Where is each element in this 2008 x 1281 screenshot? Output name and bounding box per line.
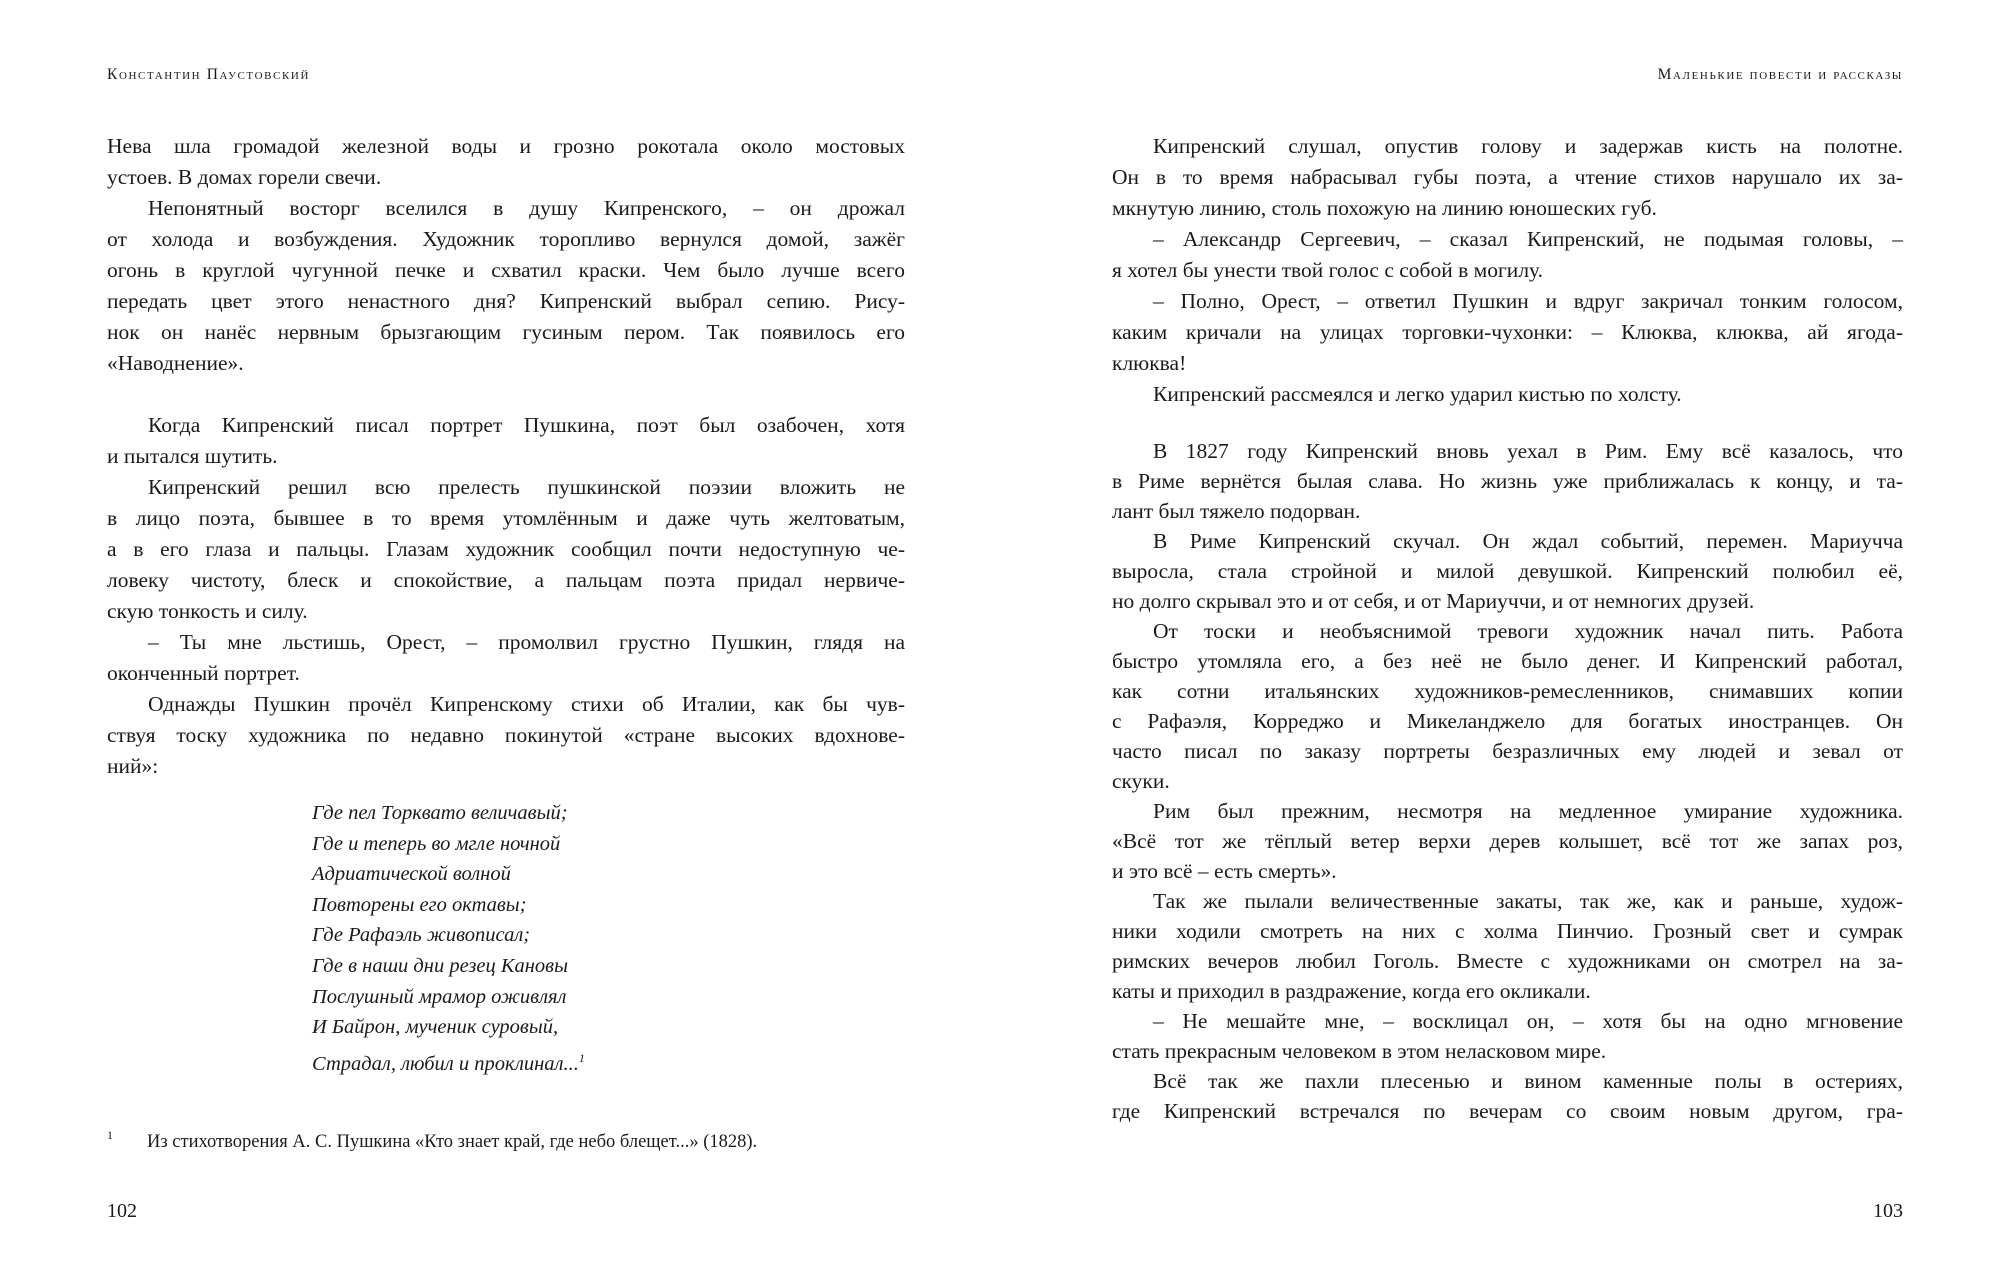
text-line: клюква! bbox=[1112, 351, 1187, 375]
text-line: как сотни итальянских художников-ремесленников, снимавших копии bbox=[1112, 679, 1903, 703]
text-line: лант был тяжело подорван. bbox=[1112, 499, 1361, 523]
poem-line-text: Где и теперь во мгле ночной bbox=[312, 832, 561, 855]
text-line: – Полно, Орест, – ответил Пушкин и вдруг закричал тонким голосом, bbox=[1153, 289, 1903, 313]
text-line: – Не мешайте мне, – восклицал он, – хотя бы на одно мгновение bbox=[1153, 1009, 1903, 1033]
text-line: мкнутую линию, столь похожую на линию юношеских губ. bbox=[1112, 196, 1657, 220]
poem-line-text: Страдал, любил и проклинал... bbox=[312, 1052, 579, 1075]
text-line: – Ты мне льстишь, Орест, – промолвил грустно Пушкин, глядя на bbox=[148, 630, 905, 654]
text-line: с Рафаэля, Корреджо и Микеланджело для богатых иностранцев. Он bbox=[1112, 709, 1903, 733]
text-line: «Всё тот же тёплый ветер верхи дерев колышет, всё тот же запах роз, bbox=[1112, 829, 1903, 853]
page-number: 103 bbox=[1873, 1200, 1903, 1222]
running-head-author: Константин Паустовский bbox=[107, 66, 311, 83]
text-line: выросла, стала стройной и милой девушкой. Кипренский полюбил её, bbox=[1112, 559, 1903, 583]
poem-line bbox=[312, 829, 905, 860]
poem-line-text: И Байрон, мученик суровый, bbox=[312, 1016, 559, 1039]
text-line: и это всё – есть смерть». bbox=[1112, 859, 1337, 883]
text-line: а в его глаза и пальцы. Глазам художник сообщил почти недоступную че- bbox=[107, 537, 905, 561]
text-line: но долго скрывал это и от себя, и от Мариуччи, и от немногих друзей. bbox=[1112, 589, 1755, 613]
text-line: ники ходили смотреть на них с холма Пинчио. Грозный свет и сумрак bbox=[1112, 919, 1903, 943]
poem-line bbox=[312, 1043, 905, 1074]
text-line: быстро утомляла его, а без неё не было денег. И Кипренский работал, bbox=[1112, 649, 1903, 673]
text-line: стать прекрасным человеком в этом неласковом мире. bbox=[1112, 1039, 1607, 1063]
text-line: Рим был прежним, несмотря на медленное умирание художника. bbox=[1153, 799, 1903, 823]
text-line: В 1827 году Кипренский вновь уехал в Рим. Ему всё казалось, что bbox=[1153, 439, 1903, 463]
text-line: нок он нанёс нервным брызгающим гусиным пером. Так появилось его bbox=[107, 320, 905, 344]
stanza-spacer bbox=[107, 782, 905, 798]
text-line: оконченный портрет. bbox=[107, 661, 300, 685]
text-line: и пытался шутить. bbox=[107, 444, 278, 468]
running-head-title: Маленькие повести и рассказы bbox=[1657, 66, 1903, 83]
poem-line bbox=[312, 890, 905, 921]
text-line: Когда Кипренский писал портрет Пушкина, поэт был озабочен, хотя bbox=[148, 413, 905, 437]
text-line: ловеку чистоту, блеск и спокойствие, а пальцам поэта придал нервиче- bbox=[107, 568, 905, 592]
text-line: скуки. bbox=[1112, 769, 1170, 793]
text-line: от холода и возбуждения. Художник торопливо вернулся домой, зажёг bbox=[107, 227, 905, 251]
paragraph-block bbox=[1112, 131, 1903, 410]
text-line: Так же пылали величественные закаты, так же, как и раньше, худож- bbox=[1153, 889, 1903, 913]
footnote-text: Из стихотворения А. С. Пушкина «Кто знает край, где небо блещет...» (1828). bbox=[147, 1132, 758, 1152]
text-line: – Александр Сергеевич, – сказал Кипренский, не подымая головы, – bbox=[1153, 227, 1903, 251]
section-break bbox=[1112, 410, 1903, 436]
text-line: в Риме вернётся былая слава. Но жизнь уже приближалась к концу, и та- bbox=[1112, 469, 1903, 493]
text-line: ствуя тоску художника по недавно покинутой «стране высоких вдохнове- bbox=[107, 723, 905, 747]
left-page bbox=[107, 0, 905, 1281]
section-break bbox=[107, 379, 905, 410]
text-line: Однажды Пушкин прочёл Кипренскому стихи об Италии, как бы чув- bbox=[148, 692, 905, 716]
text-line: огонь в круглой чугунной печке и схватил краски. Чем было лучше всего bbox=[107, 258, 905, 282]
text-line: Кипренский решил всю прелесть пушкинской поэзии вложить не bbox=[148, 475, 905, 499]
text-line: ний»: bbox=[107, 754, 159, 778]
text-line: Кипренский рассмеялся и легко ударил кистью по холсту. bbox=[1153, 382, 1682, 406]
text-line: я хотел бы унести твой голос с собой в могилу. bbox=[1112, 258, 1544, 282]
poem-line bbox=[312, 920, 905, 951]
text-line: Он в то время набрасывал губы поэта, а чтение стихов нарушало их за- bbox=[1112, 165, 1903, 189]
left-page-text bbox=[107, 131, 905, 1073]
text-line: Всё так же пахли плесенью и вином каменные полы в остериях, bbox=[1153, 1069, 1903, 1093]
poem-line bbox=[312, 1012, 905, 1043]
footnote-reference[interactable]: 1 bbox=[578, 1050, 585, 1065]
text-line: передать цвет этого ненастного дня? Кипренский выбрал сепию. Рису- bbox=[107, 289, 905, 313]
poem-line-text: Где Рафаэль живописал; bbox=[312, 924, 531, 947]
text-line: Кипренский слушал, опустив голову и задержав кисть на полотне. bbox=[1153, 134, 1903, 158]
poem-line bbox=[312, 951, 905, 982]
text-line: «Наводнение». bbox=[107, 351, 244, 375]
text-line: каким кричали на улицах торговки-чухонки: – Клюква, клюква, ай ягода- bbox=[1112, 320, 1903, 344]
poem-line-text: Где в наши дни резец Кановы bbox=[312, 954, 568, 977]
text-line: От тоски и необъяснимой тревоги художник начал пить. Работа bbox=[1153, 619, 1903, 643]
text-line: устоев. В домах горели свечи. bbox=[107, 165, 382, 189]
poem-line-text: Адриатической волной bbox=[312, 863, 511, 886]
text-line: римских вечеров любил Гоголь. Вместе с художниками он смотрел на за- bbox=[1112, 949, 1903, 973]
text-line: скую тонкость и силу. bbox=[107, 599, 308, 623]
poem bbox=[107, 798, 905, 1073]
paragraph-block bbox=[107, 131, 905, 379]
text-line: в лицо поэта, бывшее в то время утомлённым и даже чуть желтоватым, bbox=[107, 506, 905, 530]
text-line: где Кипренский встречался по вечерам со своим новым другом, гра- bbox=[1112, 1099, 1903, 1123]
poem-line bbox=[312, 798, 905, 829]
text-line: Нева шла громадой железной воды и грозно рокотала около мостовых bbox=[107, 134, 905, 158]
poem-line-text: Послушный мрамор оживлял bbox=[312, 985, 567, 1008]
text-line: каты и приходил в раздражение, когда его окликали. bbox=[1112, 979, 1591, 1003]
paragraph-block bbox=[1112, 436, 1903, 1126]
poem-line-text: Повторены его октавы; bbox=[312, 893, 527, 916]
text-line: часто писал по заказу портреты безразличных ему людей и зевал от bbox=[1112, 739, 1903, 763]
poem-line bbox=[312, 982, 905, 1013]
poem-line-text: Где пел Торквато величавый; bbox=[312, 802, 568, 824]
text-line: Непонятный восторг вселился в душу Кипренского, – он дрожал bbox=[148, 196, 905, 220]
right-page-text bbox=[1112, 131, 1903, 1126]
paragraph-block bbox=[107, 410, 905, 782]
page-number: 102 bbox=[107, 1200, 137, 1222]
text-line: В Риме Кипренский скучал. Он ждал событий, перемен. Мариучча bbox=[1153, 529, 1903, 553]
right-page bbox=[1112, 0, 1903, 1281]
poem-line bbox=[312, 859, 905, 890]
footnote-mark: 1 bbox=[107, 1128, 113, 1142]
